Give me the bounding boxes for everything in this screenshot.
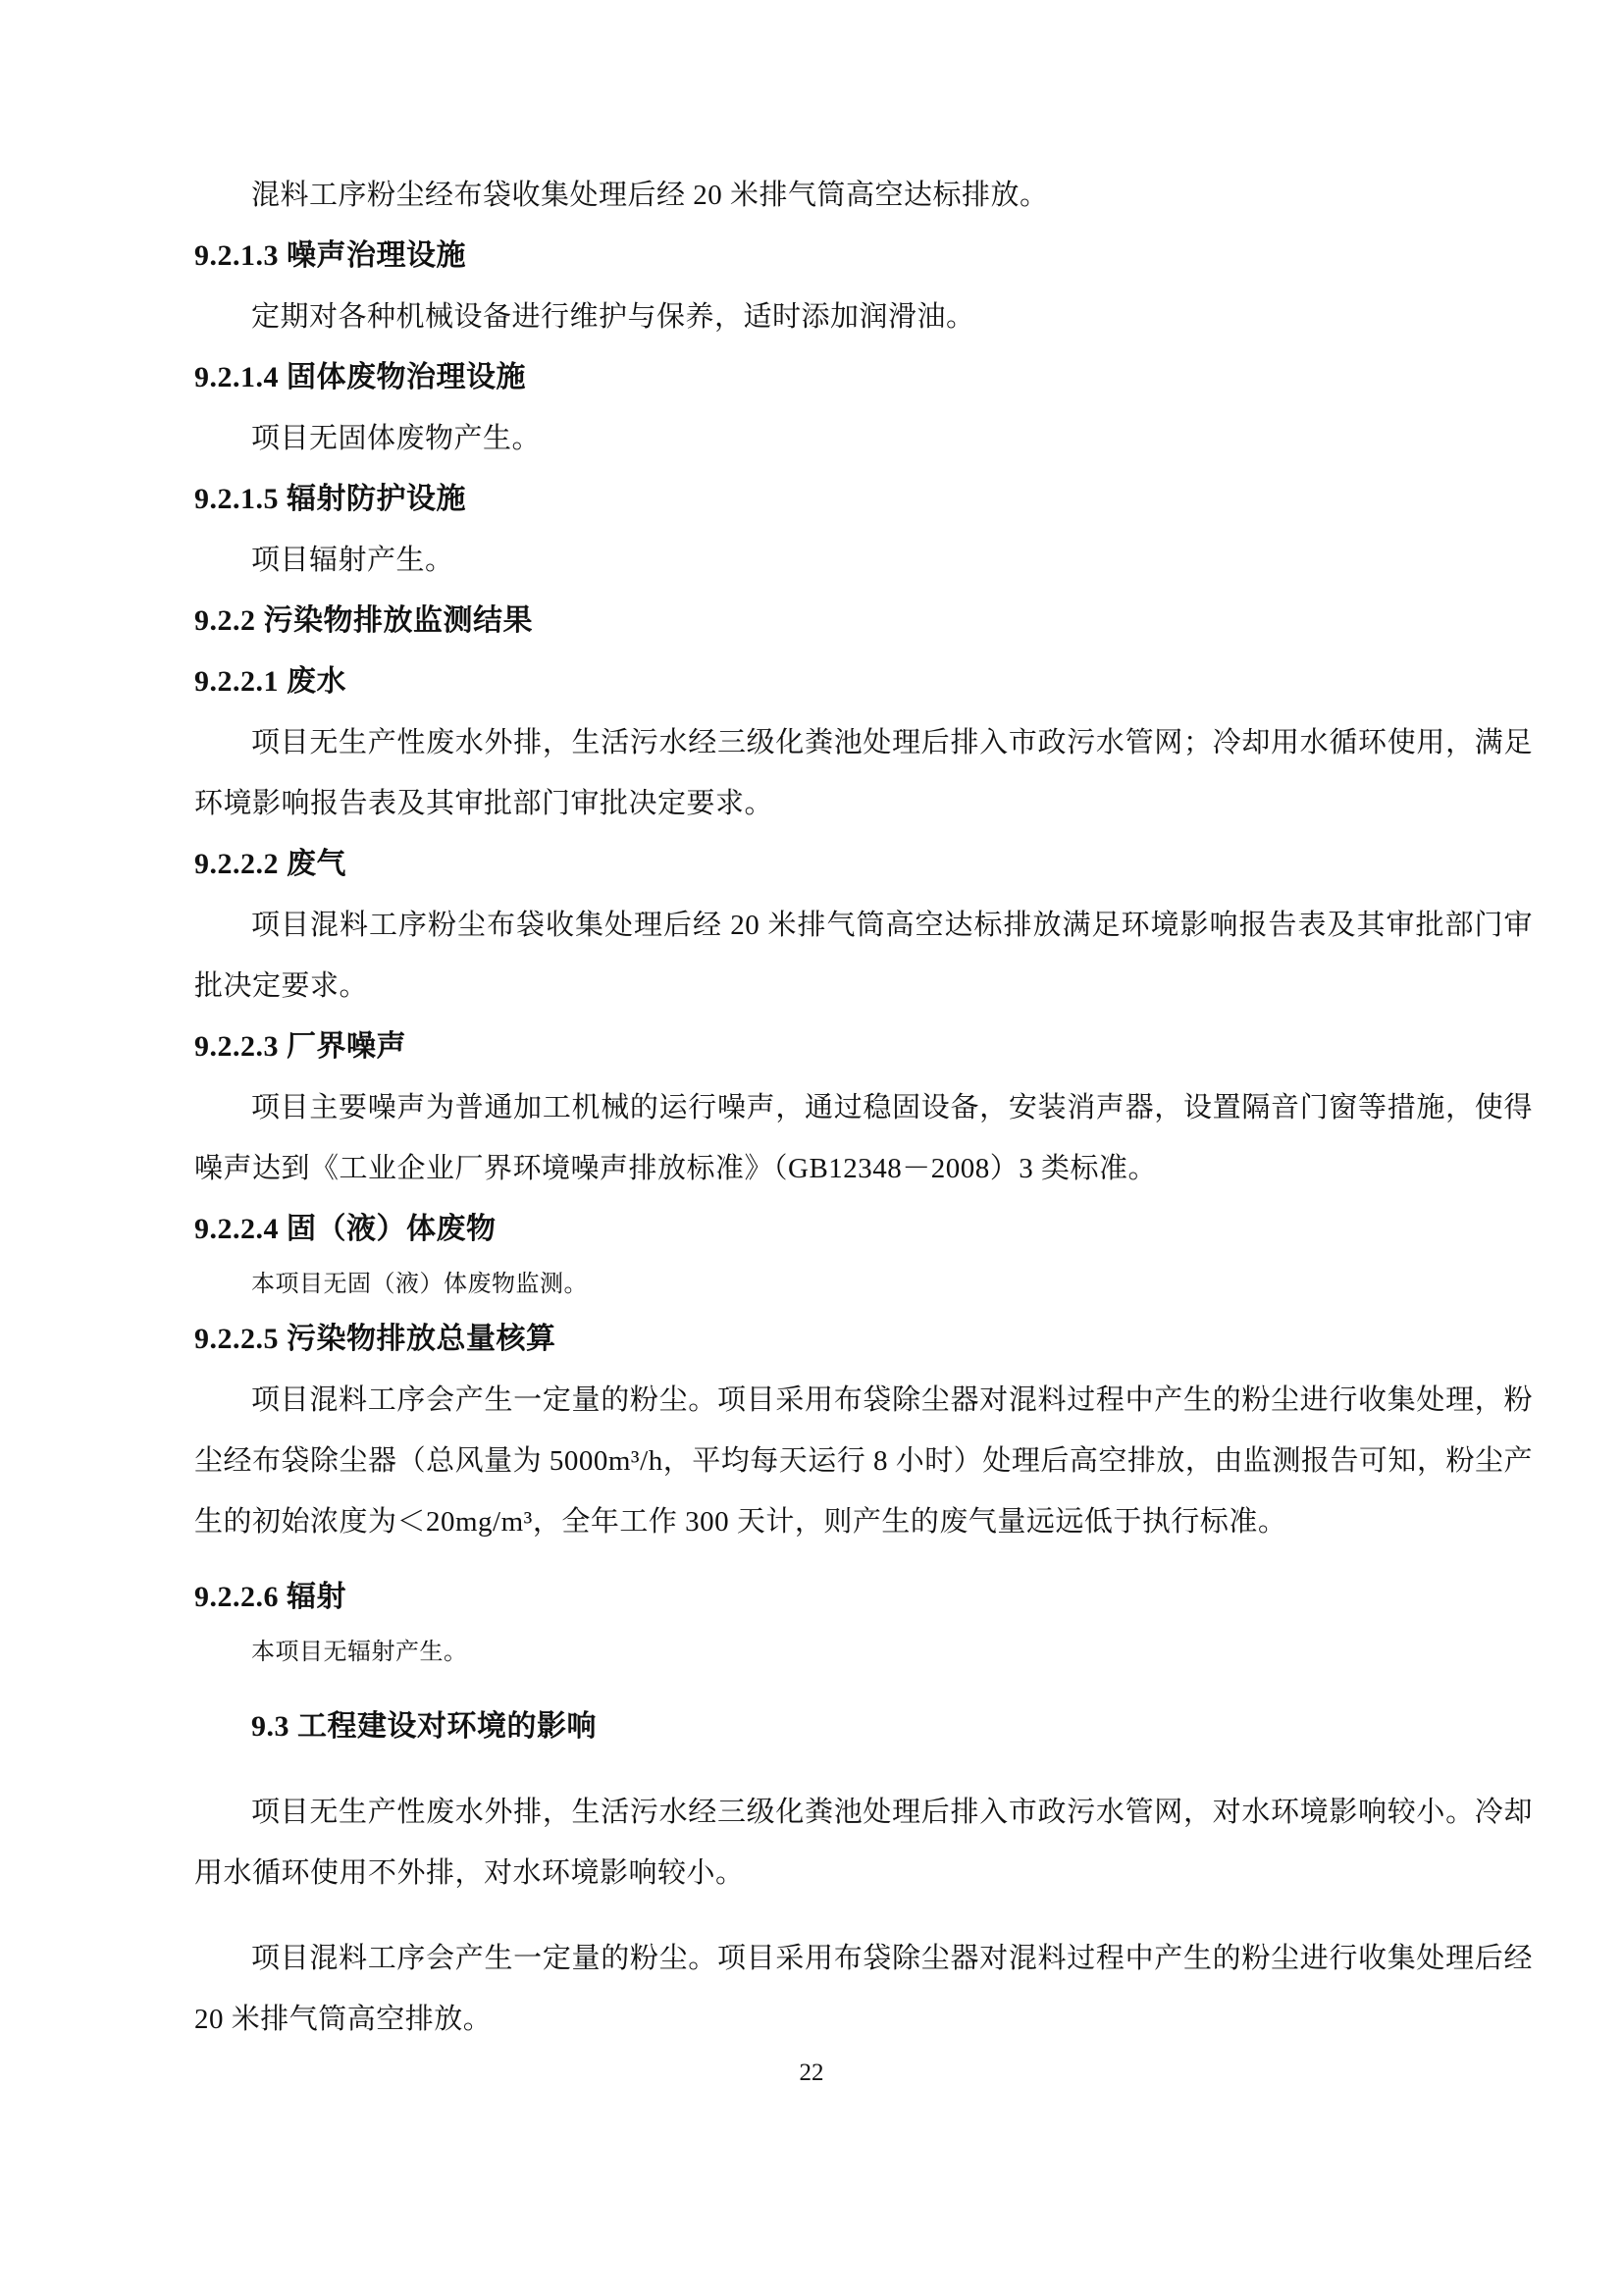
heading-9-2-2-5-total-emission: 9.2.2.5 污染物排放总量核算: [194, 1323, 556, 1355]
paragraph-waste-gas: 项目混料工序粉尘布袋收集处理后经 20 米排气筒高空达标排放满足环境影响报告表及其审批部门审批决定要求。: [194, 910, 1533, 1002]
heading-9-3-environment-impact: 9.3 工程建设对环境的影响: [251, 1710, 597, 1743]
heading-9-2-2-6-radiation: 9.2.2.6 辐射: [194, 1581, 346, 1613]
paragraph-wastewater: 项目无生产性废水外排，生活污水经三级化粪池处理后排入市政污水管网；冷却用水循环使用，满足环境影响报告表及其审批部门审批决定要求。: [194, 727, 1533, 819]
paragraph-93-water-impact: 项目无生产性废水外排，生活污水经三级化粪池处理后排入市政污水管网，对水环境影响较小。冷却用水循环使用不外排，对水环境影响较小。: [194, 1797, 1533, 1889]
heading-9-2-1-4-solid-waste-facilities: 9.2.1.4 固体废物治理设施: [194, 361, 526, 393]
paragraph-solid-liquid-waste: 本项目无固（液）体废物监测。: [251, 1272, 588, 1297]
heading-9-2-2-4-solid-liquid-waste: 9.2.2.4 固（液）体废物: [194, 1213, 497, 1245]
paragraph-93-dust-impact: 项目混料工序会产生一定量的粉尘。项目采用布袋除尘器对混料过程中产生的粉尘进行收集处理后经 20 米排气筒高空排放。: [194, 1943, 1533, 2035]
heading-9-2-1-3-noise-facilities: 9.2.1.3 噪声治理设施: [194, 239, 466, 272]
heading-9-2-2-3-boundary-noise: 9.2.2.3 厂界噪声: [194, 1030, 406, 1063]
paragraph-dust-intro: 混料工序粉尘经布袋收集处理后经 20 米排气筒高空达标排放。: [251, 180, 1049, 211]
paragraph-boundary-noise: 项目主要噪声为普通加工机械的运行噪声，通过稳固设备，安装消声器，设置隔音门窗等措施，使得噪声达到《工业企业厂界环境噪声排放标准》（GB12348－2008）3 类标准。: [194, 1092, 1533, 1184]
heading-9-2-2-2-waste-gas: 9.2.2.2 废气: [194, 848, 346, 880]
paragraph-no-radiation: 本项目无辐射产生。: [251, 1640, 468, 1665]
paragraph-total-emission: 项目混料工序会产生一定量的粉尘。项目采用布袋除尘器对混料过程中产生的粉尘进行收集处理，粉尘经布袋除尘器（总风量为 5000m³/h，平均每天运行 8 小时）处理后高空排放，由监测报告可知，粉尘产生的初始浓度为＜20mg/m³，全年工作 300 天计，则产生的废气量远远低于执行标准。: [194, 1384, 1533, 1538]
page-footer: [0, 2059, 1623, 2088]
paragraph-noise-measure: 定期对各种机械设备进行维护与保养，适时添加润滑油。: [251, 301, 975, 333]
page-number: 22: [799, 2060, 824, 2086]
paragraph-radiation: 项目辐射产生。: [251, 545, 454, 576]
heading-9-2-2-1-wastewater: 9.2.2.1 废水: [194, 665, 346, 698]
document-content: [194, 165, 1533, 2050]
paragraph-no-solid-waste: 项目无固体废物产生。: [251, 423, 542, 454]
heading-9-2-1-5-radiation-facilities: 9.2.1.5 辐射防护设施: [194, 483, 466, 515]
heading-9-2-2-monitoring-results: 9.2.2 污染物排放监测结果: [194, 604, 533, 637]
